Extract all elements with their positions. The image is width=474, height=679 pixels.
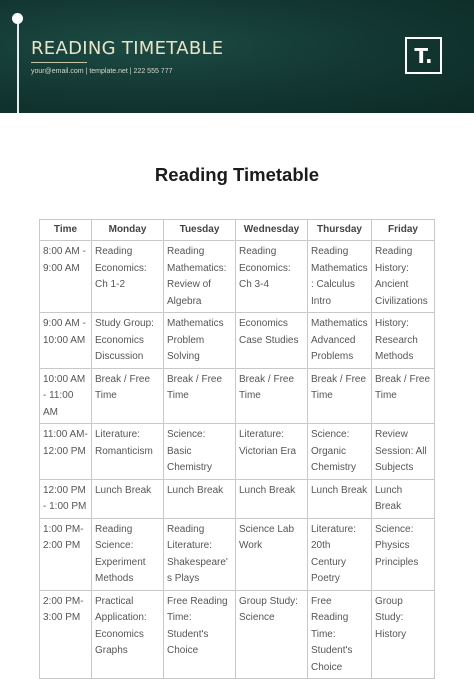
table-cell: Mathematics Problem Solving bbox=[164, 313, 236, 369]
table-cell: Science Lab Work bbox=[236, 518, 308, 590]
table-row bbox=[40, 313, 435, 369]
brand-title: READING TIMETABLE bbox=[31, 38, 224, 59]
table-cell: Reading Science: Experiment Methods bbox=[92, 518, 164, 590]
table-cell: Lunch Break bbox=[164, 479, 236, 518]
table-row bbox=[40, 479, 435, 518]
table-cell: Group Study: History bbox=[372, 590, 435, 679]
column-header: Wednesday bbox=[236, 220, 308, 241]
time-cell: 10:00 AM - 11:00 AM bbox=[40, 368, 92, 424]
table-row bbox=[40, 590, 435, 679]
logo bbox=[405, 37, 442, 74]
table-cell: Reading Literature: Shakespeare's Plays bbox=[164, 518, 236, 590]
table-cell: Reading Economics: Ch 1-2 bbox=[92, 241, 164, 313]
table-cell: Free Reading Time: Student's Choice bbox=[308, 590, 372, 679]
table-cell: Break / Free Time bbox=[236, 368, 308, 424]
table-cell: Free Reading Time: Student's Choice bbox=[164, 590, 236, 679]
table-cell: Break / Free Time bbox=[308, 368, 372, 424]
table-header-row bbox=[40, 220, 435, 241]
table-cell: Lunch Break bbox=[92, 479, 164, 518]
column-header: Tuesday bbox=[164, 220, 236, 241]
time-cell: 11:00 AM- 12:00 PM bbox=[40, 424, 92, 480]
table-cell: Reading Economics: Ch 3-4 bbox=[236, 241, 308, 313]
table-cell: Economics Case Studies bbox=[236, 313, 308, 369]
table-row bbox=[40, 518, 435, 590]
table-cell: Science: Physics Principles bbox=[372, 518, 435, 590]
table-cell: Literature: Victorian Era bbox=[236, 424, 308, 480]
time-cell: 1:00 PM- 2:00 PM bbox=[40, 518, 92, 590]
time-cell: 12:00 PM - 1:00 PM bbox=[40, 479, 92, 518]
brand-contact: your@email.com | template.net | 222 555 777 bbox=[31, 68, 173, 75]
timetable bbox=[39, 219, 435, 679]
column-header: Friday bbox=[372, 220, 435, 241]
table-cell: Lunch Break bbox=[308, 479, 372, 518]
table-cell: Break / Free Time bbox=[164, 368, 236, 424]
table-cell: Lunch Break bbox=[236, 479, 308, 518]
table-cell: Review Session: All Subjects bbox=[372, 424, 435, 480]
header-accent-dot bbox=[12, 13, 23, 24]
column-header: Time bbox=[40, 220, 92, 241]
time-cell: 9:00 AM - 10:00 AM bbox=[40, 313, 92, 369]
table-row bbox=[40, 241, 435, 313]
table-cell: Reading Mathematics: Calculus Intro bbox=[308, 241, 372, 313]
table-cell: Literature: Romanticism bbox=[92, 424, 164, 480]
header-accent-line bbox=[17, 22, 19, 113]
brand-divider bbox=[31, 62, 87, 63]
table-cell: Study Group: Economics Discussion bbox=[92, 313, 164, 369]
table-cell: History: Research Methods bbox=[372, 313, 435, 369]
logo-text: T. bbox=[414, 43, 433, 68]
table-cell: Practical Application: Economics Graphs bbox=[92, 590, 164, 679]
document-title: Reading Timetable bbox=[154, 164, 320, 185]
table-cell: Break / Free Time bbox=[372, 368, 435, 424]
table-row bbox=[40, 368, 435, 424]
table-cell: Lunch Break bbox=[372, 479, 435, 518]
table-cell: Science: Basic Chemistry bbox=[164, 424, 236, 480]
table-cell: Reading History: Ancient Civilizations bbox=[372, 241, 435, 313]
column-header: Monday bbox=[92, 220, 164, 241]
table-cell: Break / Free Time bbox=[92, 368, 164, 424]
table-cell: Reading Mathematics: Review of Algebra bbox=[164, 241, 236, 313]
table-row bbox=[40, 424, 435, 480]
document-header bbox=[0, 0, 474, 113]
column-header: Thursday bbox=[308, 220, 372, 241]
table-cell: Science: Organic Chemistry bbox=[308, 424, 372, 480]
time-cell: 2:00 PM- 3:00 PM bbox=[40, 590, 92, 679]
table-cell: Group Study: Science bbox=[236, 590, 308, 679]
table-cell: Literature: 20th Century Poetry bbox=[308, 518, 372, 590]
time-cell: 8:00 AM - 9:00 AM bbox=[40, 241, 92, 313]
table-cell: Mathematics Advanced Problems bbox=[308, 313, 372, 369]
